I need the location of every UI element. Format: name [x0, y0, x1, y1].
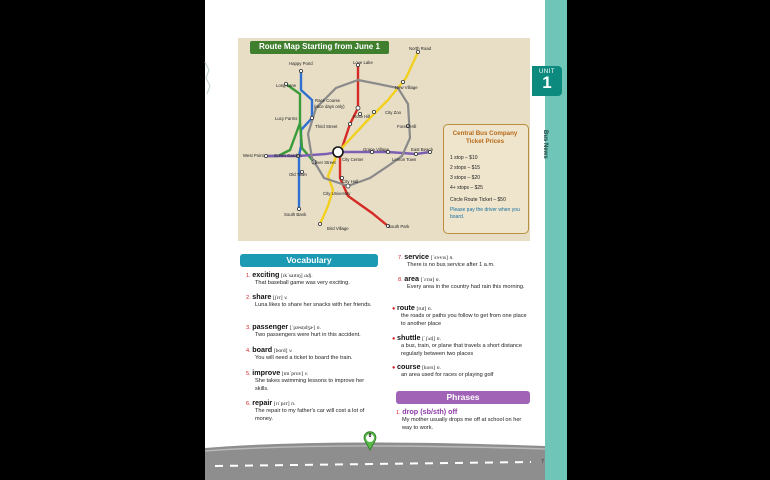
- station-south-park: South Park: [388, 224, 410, 229]
- vocab-example: She takes swimming lessons to improve her skills.: [255, 378, 365, 392]
- price-line: 4+ stops – $25: [450, 185, 483, 191]
- vocab-ipa: [ɪkˈsaɪtɪŋ]: [280, 273, 303, 279]
- vocab-number: 8.: [398, 277, 403, 283]
- station-city-hall: City Hall: [342, 179, 358, 184]
- station-green-garden: Green Garden: [274, 153, 302, 158]
- vocab-pos: adj.: [304, 273, 313, 279]
- vocab-ipa: [ˈsɝvɪs]: [430, 255, 448, 261]
- vocab-pos: n.: [316, 325, 321, 331]
- bullet-icon: ●: [392, 336, 396, 342]
- phrase-text: drop (sb/sth) off: [402, 407, 458, 416]
- pin-number: 8: [368, 433, 372, 439]
- price-line: 1 stop – $10: [450, 155, 478, 161]
- vocab-item: [246, 293, 378, 310]
- vocab-word: area: [404, 274, 420, 283]
- price-note: Please pay the driver when you board.: [450, 207, 520, 220]
- vocab-item: [246, 346, 386, 363]
- vocab-ipa: [ˈʃʌtḷ]: [422, 336, 436, 342]
- vocab-word: repair: [252, 398, 273, 407]
- vocab-word: exciting: [252, 270, 280, 279]
- vocab-pos: n.: [449, 255, 454, 261]
- vocab-definition: the roads or paths you follow to get from one place to another place: [401, 313, 527, 327]
- vocab-pos: v.: [304, 371, 309, 377]
- station-river-street: River Street: [313, 160, 336, 165]
- vocab-example: The repair to my father's car will cost a lot of money.: [255, 408, 365, 422]
- vocab-ipa: [ʃɛr]: [272, 295, 283, 301]
- vocab-example: That baseball game was very exciting.: [255, 280, 350, 287]
- price-line: 3 stops – $20: [450, 175, 481, 181]
- extra-vocab-item: [392, 334, 530, 358]
- station-race-course-note: (race days only): [314, 104, 345, 109]
- station-north-road: North Road: [409, 46, 431, 51]
- vocab-example: Two passengers were hurt in this accident.: [255, 332, 361, 339]
- page-number: 7: [541, 459, 545, 465]
- vocab-pos: v.: [289, 348, 293, 354]
- vocab-ipa: [bord]: [273, 348, 288, 354]
- city-center-hub: [333, 147, 343, 157]
- vocab-item: [246, 369, 378, 393]
- map-pin-icon: [363, 431, 377, 451]
- vocab-number: 5.: [246, 371, 251, 377]
- vocab-pos: v.: [284, 295, 288, 301]
- vocab-pos: n.: [436, 336, 441, 342]
- vocab-ipa: [ɪmˈpruv]: [281, 371, 304, 377]
- vocab-definition: an area used for races or playing golf: [401, 372, 494, 379]
- station-south-bank: South Bank: [284, 212, 307, 217]
- station-lemon-town: Lemon Town: [392, 157, 417, 162]
- vocab-example: Luna likes to share her snacks with her friends.: [255, 302, 372, 309]
- station-city-zoo: City Zoo: [385, 110, 401, 115]
- ticket-price-title: Central Bus Company Ticket Prices: [452, 130, 518, 145]
- vocab-word: route: [396, 303, 415, 312]
- vocab-pos: n.: [435, 277, 440, 283]
- station-rose-hill: Rose Hill: [353, 114, 371, 119]
- extra-vocab-item: [392, 363, 530, 380]
- vocab-ipa: [rɪˈpɛr]: [273, 401, 290, 407]
- station-love-lake: Love Lake: [353, 60, 373, 65]
- vocab-ipa: [ˈɛrɪə]: [420, 277, 435, 283]
- station-forest-hill: Forest Hill: [397, 124, 417, 129]
- station-new-village: New Village: [395, 85, 418, 90]
- vocab-example: There is no bus service after 1 a.m.: [407, 262, 495, 269]
- station-old-town: Old Town: [289, 172, 307, 177]
- vocab-pos: n.: [427, 306, 433, 312]
- section-side-label: [532, 120, 562, 190]
- decorative-swirl-icon: [203, 60, 213, 100]
- unit-number: 1: [542, 73, 552, 92]
- vocab-example: You will need a ticket to board the train.: [255, 355, 353, 362]
- station-race-course: Race Course: [315, 98, 341, 103]
- vocab-number: 1.: [246, 273, 251, 279]
- station-bird-village: Bird Village: [327, 226, 349, 231]
- station-lucy-farms: Lucy Farms: [275, 116, 298, 121]
- bullet-icon: ●: [392, 365, 396, 371]
- vocab-item: [398, 253, 532, 270]
- vocab-pos: n.: [436, 365, 441, 371]
- station-happy-pond: Happy Pond: [289, 61, 313, 66]
- vocabulary-heading: Vocabulary: [240, 254, 378, 267]
- phrase-item: [396, 408, 530, 432]
- bullet-icon: ●: [392, 306, 396, 312]
- station-third-street: Third Street: [315, 124, 338, 129]
- vocab-number: 4.: [246, 348, 251, 354]
- station-long-lane: Long Lane: [276, 83, 297, 88]
- price-line: 2 stops – $15: [450, 165, 481, 171]
- vocab-word: shuttle: [396, 333, 421, 342]
- vocab-word: course: [396, 362, 421, 371]
- vocab-item: [246, 399, 382, 423]
- station-city-university: City University: [323, 191, 351, 196]
- vocab-item: [398, 275, 528, 292]
- yellow-line: [320, 52, 418, 224]
- station-west-point: West Point: [243, 153, 264, 158]
- vocab-word: passenger: [252, 322, 289, 331]
- phrases-heading: Phrases: [396, 391, 530, 404]
- station-east-beach: East Beach: [411, 147, 433, 152]
- vocab-ipa: [rut]: [416, 306, 427, 312]
- vocab-word: share: [252, 292, 272, 301]
- vocab-number: 2.: [246, 295, 251, 301]
- vocab-number: 3.: [246, 325, 251, 331]
- vocab-ipa: [ˈpæsṇdʒɚ]: [289, 325, 316, 331]
- vocab-number: 6.: [246, 401, 251, 407]
- circle-route-price: Circle Route Ticket – $50: [450, 197, 506, 203]
- extra-vocab-item: [392, 304, 530, 328]
- map-title: Route Map Starting from June 1: [250, 41, 389, 54]
- vocab-definition: a bus, train, or plane that travels a short distance regularly between two places: [401, 343, 522, 357]
- vocab-number: 7.: [398, 255, 403, 261]
- unit-label: UNIT: [539, 69, 555, 75]
- section-name: Bus News: [542, 130, 548, 159]
- vocab-word: board: [252, 345, 273, 354]
- vocab-item: [246, 323, 386, 340]
- vocab-item: [246, 271, 386, 288]
- unit-tab[interactable]: [532, 66, 562, 96]
- phrase-number: 1.: [396, 410, 401, 416]
- vocab-word: service: [404, 252, 430, 261]
- vocab-example: Every area in the country had rain this morning.: [407, 284, 525, 291]
- phrase-example: My mother usually drops me off at school on her way to work.: [402, 417, 522, 431]
- vocab-ipa: [kors]: [422, 365, 436, 371]
- station-grape-village: Grape Village: [363, 147, 389, 152]
- station-city-center: City Center: [342, 157, 364, 162]
- red-line: [340, 65, 388, 226]
- vocab-pos: n.: [291, 401, 296, 407]
- vocab-word: improve: [252, 368, 281, 377]
